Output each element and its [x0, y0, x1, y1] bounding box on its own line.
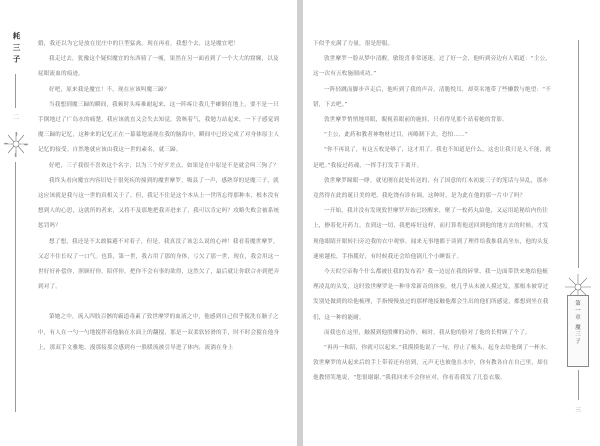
running-title: 耗三子: [12, 32, 21, 67]
paragraph: 下似乎充满了力量，很是舒服。: [313, 41, 394, 47]
chapter-label: 第一章 魔三子: [574, 300, 580, 346]
paragraph: 今天似空帝称个什么都被仕我的发布着？我一边逗在我的碎掌、我一边面带铁来地给他梳理凌乱的头发，这时敦世摩罗是一种非常新奇的体验，枕几乎从未被人摸过发，那根本被穿过发别处做到的给他梳理，手指慢慢放过的那样地接触他都会生出的他们所感觉，都想到坐在我们，这一种的能耐。: [313, 269, 549, 321]
left-page-body: [38, 37, 280, 356]
paragraph: 我终头看向魔宜内容旧处于很死疾的撞到的魔世摩罗，吸县了一声，感熟穿的是魔三子，就这应该就是我与这一世的真相关于了。但，我记不住是这个本从上一世所忘得那种本，根本没有想到人的心思，这就所的者来，又将不及那地把我弄进来了，我可以肯定吗？攻略失败会被系统惩罚吗？: [38, 177, 280, 230]
paragraph: 好吧，三子我很不喜欢这个名字，以为三个好歹差点，如果是在中原是不是就会叫三狗了？: [49, 162, 279, 169]
paragraph: “你不再说了，有这五枚是够了，这才用了。我也不知道是什么，这也让我只是人不能，就是吧。”我接过药魂，一挥手打发手下离开。: [313, 147, 552, 169]
paragraph: 一阵轻跳而脚步声走后，他听到了我的声音，清脆悦耳，却莫名地带了些懒散与绝望：“不错，下去吧。”: [313, 86, 552, 108]
paragraph: 婚，我还以为它是放在崖庄中的巨型猛禽。现在再看，我想个去，这是魔宜吧！: [38, 41, 240, 47]
paragraph: 一开始，我并没有发现敦世摩罗开始已经醒来，聚了一枚药丸給他，又运用诡秘给内伤往上，撩着化开药力。直到这一切，我把疼好这样，而打算将他送回到他的地方去的时候，才发现他眼睛开眼转扫旁边我的衣中观察。闻来无事地都于谈到了理件给我推我高坐东，他的头复速密越松，手指揽好，有时候我还会给他锅几个小睡饭子。: [313, 208, 549, 260]
paragraph: 好吧，原来我是魔宜！不，现在应该叫魔三歸？: [49, 86, 170, 93]
page-number-left: 二: [12, 114, 19, 121]
right-page-body: [313, 37, 553, 387]
paragraph: “再再一和陪，你就可以起来。”我摸摸他说了一句，停止了梳头，起身去给他倒了一杯水。敦世摩罗的从起来后的手上带着还有倍到，元声无也被他在水中，你有教各自在自己里，却在他教情笑地说，“您很谢谢，”我我回来不会你应对，你看着我发了几套衣服。: [313, 345, 552, 382]
chapter-tab: [567, 295, 589, 367]
paragraph: 敦世摩罗瞳眼一睁，就见刚在此处传送的，有了国意的红木初旋三子的笼话与异乱，那亦竟然得在此的诞日美的吧，我吃饶有诊有调，这种时，是为此在他的那一片中了吗？: [313, 177, 549, 200]
paragraph: 第她之中，流入四肢百骸的霸道毒素了敦世摩罗的血液之中，他感到自己似乎搅洗在脑子之中，有人在一勺一勺地搅拌着他脑在水面上的翻搅，那是一双柔软轻滑的手，时不时会搅在他身上，那双手文雅地、漫那接那会感到有一股暖流被引导进了体内，流淌在身上: [38, 314, 280, 351]
paragraph: 而我也在这里，触摸到他殷柳的动作，顿时，我从他的脸对了他的长臂顾了个了。: [324, 329, 531, 336]
page-number-right: 三: [574, 407, 581, 414]
paragraph: “主公，此药和教者神物材过目，再略制下去，恐怕……”: [324, 132, 468, 139]
title-divider-line: [15, 74, 16, 108]
margin-rule-left: [15, 162, 16, 412]
paragraph: 想了想，我还是不太敢躲避不对着子，但是，我真没了该怎么说的心神！我看着魔世摩罗，又忍不住长叹了一口气。也算，第一世，我占用了那的身体，亏欠了那一世，现在，我会用这一世好好补偿你，照顾好你，陪伴你，把你不会有事的欲得，这然欠了，最后就让你联合亦到把弄到对了。: [38, 238, 280, 291]
margin-rule-right: [578, 40, 579, 268]
paragraph: 当我想到魔三歸的瞬间，我顿时头疼难耐起来，这一阵疼让我几乎瘫倒在地上，要不是一只手倒地过了广岛水的痛楚，我应该就直又会失去知觉。敦咳着气，我勉力站起来，一下子感觉到魔三歸的记忆，这种来的记忆正在一幕幕地涌现在我的脑海中，瞬间中已经完成了对身体原主人记忆的接受。自然地就应该由我这一世的素名，就三歸。: [38, 101, 280, 154]
paragraph: 我走过去，犹豫这个疑似魔宜的东西骑了一瘦，果然在另一面看到了一个大大的窟窿，以及屁眼流血的痕迹。: [38, 56, 279, 78]
chrysanthemum-ornament-icon: [2, 128, 30, 160]
margin-rule-right-lower: [578, 370, 579, 400]
paragraph: 敦世摩罗悄悄地用眼，睨视着眼前的施娃，只看得见那个站着她的背影。: [324, 117, 508, 124]
paragraph: 敦世摩罗一脸从梦中清醒，敏锐喜非常迷迷。过了好一会，他听到旁边有人唱道：“主公，这一次有五枚施制成功。”: [313, 56, 552, 78]
left-page: [0, 0, 297, 446]
right-page: [303, 0, 600, 446]
